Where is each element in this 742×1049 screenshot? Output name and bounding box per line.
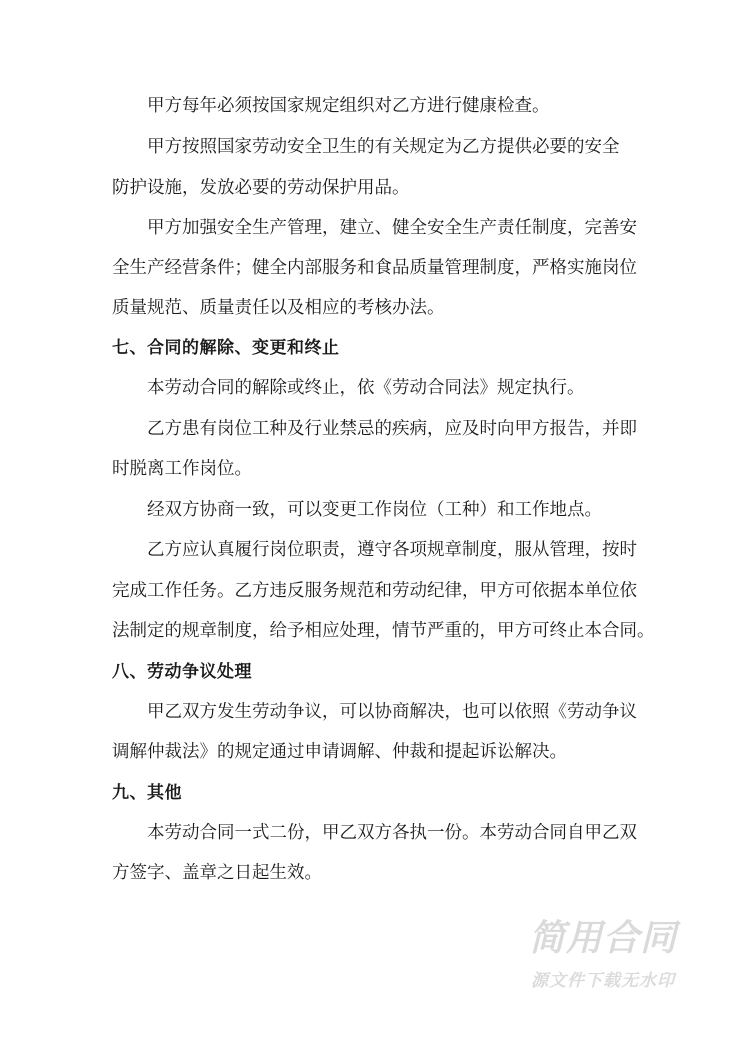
paragraph-dispute-line-1: 甲乙双方发生劳动争议，可以协商解决，也可以依照《劳动争议 xyxy=(147,702,637,722)
paragraph-safety-management-line-3: 质量规范、质量责任以及相应的考核办法。 xyxy=(112,298,445,318)
paragraph-duties-line-3: 法制定的规章制度，给予相应处理，情节严重的，甲方可终止本合同。 xyxy=(112,621,655,641)
paragraph-dispute-line-2: 调解仲裁法》的规定通过申请调解、仲裁和提起诉讼解决。 xyxy=(112,742,567,762)
section-heading-dispute: 八、劳动争议处理 xyxy=(112,662,252,682)
paragraph-position-change: 经双方协商一致，可以变更工作岗位（工种）和工作地点。 xyxy=(147,500,602,520)
paragraph-termination-law: 本劳动合同的解除或终止，依《劳动合同法》规定执行。 xyxy=(147,378,585,398)
section-heading-termination: 七、合同的解除、变更和终止 xyxy=(112,338,340,358)
paragraph-disease-report-line-1: 乙方患有岗位工种及行业禁忌的疾病，应及时向甲方报告，并即 xyxy=(147,419,637,439)
paragraph-duties-line-1: 乙方应认真履行岗位职责，遵守各项规章制度，服从管理，按时 xyxy=(147,540,637,560)
paragraph-safety-management-line-1: 甲方加强安全生产管理，建立、健全安全生产责任制度，完善安 xyxy=(147,218,637,238)
watermark-logo xyxy=(508,914,698,1004)
paragraph-copies-line-2: 方签字、盖章之日起生效。 xyxy=(112,863,322,883)
paragraph-safety-management-line-2: 全生产经营条件；健全内部服务和食品质量管理制度，严格实施岗位 xyxy=(112,258,637,278)
watermark-tagline: 源文件下载无水印 xyxy=(531,971,675,991)
paragraph-safety-facilities-line-1: 甲方按照国家劳动安全卫生的有关规定为乙方提供必要的安全 xyxy=(147,137,620,157)
paragraph-disease-report-line-2: 时脱离工作岗位。 xyxy=(112,459,252,479)
section-heading-other: 九、其他 xyxy=(112,783,182,803)
paragraph-duties-line-2: 完成工作任务。乙方违反服务规范和劳动纪律，甲方可依据本单位依 xyxy=(112,581,637,601)
watermark-brand: 简用合同 xyxy=(528,918,677,959)
paragraph-safety-facilities-line-2: 防护设施，发放必要的劳动保护用品。 xyxy=(112,178,410,198)
paragraph-copies-line-1: 本劳动合同一式二份，甲乙双方各执一份。本劳动合同自甲乙双 xyxy=(147,823,637,843)
paragraph-health-check: 甲方每年必须按国家规定组织对乙方进行健康检查。 xyxy=(147,96,550,116)
